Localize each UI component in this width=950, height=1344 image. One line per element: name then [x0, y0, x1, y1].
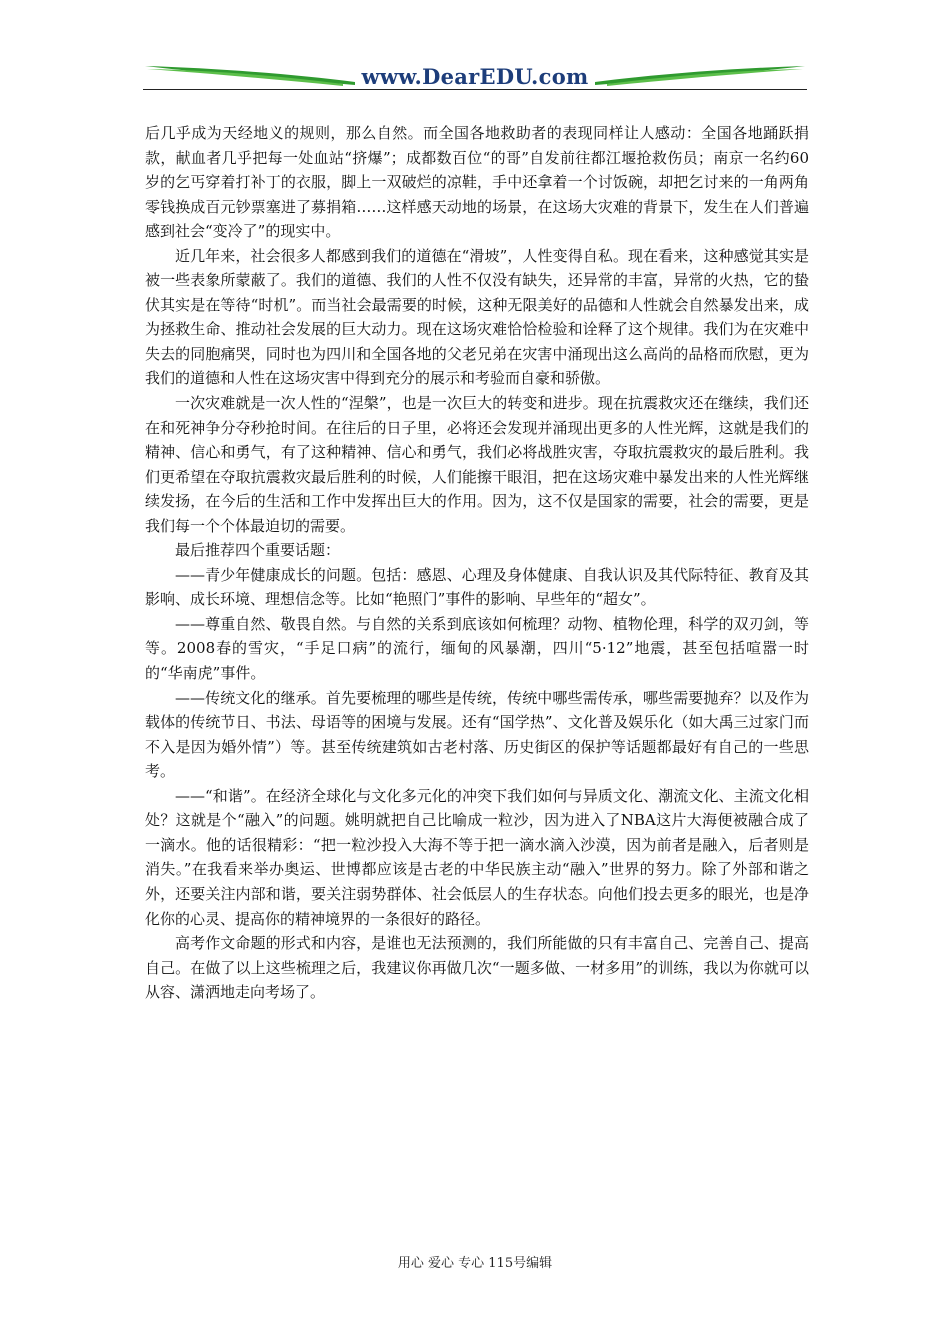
paragraph-4: 最后推荐四个重要话题：	[175, 541, 341, 560]
paragraph-1: 后几乎成为天经地义的规则，那么自然。而全国各地救助者的表现同样让人感动：全国各地踊跃捐款，献血者几乎把每一处血站“挤爆”；成都数百位“的哥”自发前往都江堰抢救伤员；南京一名约60岁的乞丐穿着打补丁的衣服，脚上一双破烂的凉鞋，手中还拿着一个讨饭碗，却把乞讨来的一角两角零钱换成百元钞票塞进了募捐箱……这样感天动地的场景，在这场大灾难的背景下，发生在人们普遍感到社会“变冷了”的现实中。	[145, 124, 809, 241]
topic-3: ——传统文化的继承。首先要梳理的哪些是传统，传统中哪些需传承，哪些需要抛弃？以及作为载体的传统节日、书法、母语等的困境与发展。还有“国学热”、文化普及娱乐化（如大禹三过家门而不入是因为婚外情”）等。甚至传统建筑如古老村落、历史街区的保护等话题都最好有自己的一些思考。	[145, 688, 809, 781]
paragraph-3: 一次灾难就是一次人性的“涅槃”，也是一次巨大的转变和进步。现在抗震救灾还在继续，我们还在和死神争分夺秒抢时间。在往后的日子里，必将还会发现并涌现出更多的人性光辉，这就是我们的精神、信心和勇气，有了这种精神、信心和勇气，我们必将战胜灾害，夺取抗震救灾的最后胜利。我们更希望在夺取抗震救灾最后胜利的时候，人们能擦干眼泪，把在这场灾难中暴发出来的人性光辉继续发扬，在今后的生活和工作中发挥出巨大的作用。因为，这不仅是国家的需要，社会的需要，更是我们每一个个体最迫切的需要。	[145, 394, 809, 535]
page-footer: 用心 爱心 专心 115号编辑	[397, 1256, 553, 1271]
paragraph-conclusion: 高考作文命题的形式和内容，是谁也无法预测的，我们所能做的只有丰富自己、完善自己、提高自己。在做了以上这些梳理之后，我建议你再做几次“一题多做、一材多用”的训练，我以为你就可以从容、潇洒地走向考场了。	[145, 934, 809, 1002]
page-header	[143, 60, 807, 94]
header-divider	[143, 89, 807, 90]
topic-4: ——“和谐”。在经济全球化与文化多元化的冲突下我们如何与异质文化、潮流文化、主流文化相处？这就是个“融入”的问题。姚明就把自己比喻成一粒沙，因为进入了NBA这片大海便被融合成了一滴水。他的话很精彩：“把一粒沙投入大海不等于把一滴水滴入沙漠，因为前者是融入，后者则是消失。”在我看来举办奥运、世博都应该是古老的中华民族主动“融入”世界的努力。除了外部和谐之外，还要关注内部和谐，要关注弱势群体、社会低层人的生存状态。向他们投去更多的眼光，也是净化你的心灵、提高你的精神境界的一条很好的路径。	[145, 786, 809, 928]
paragraph-2: 近几年来，社会很多人都感到我们的道德在“滑坡”，人性变得自私。现在看来，这种感觉其实是被一些表象所蒙蔽了。我们的道德、我们的人性不仅没有缺失，还异常的丰富，异常的火热，它的蛰伏其实是在等待“时机”。而当社会最需要的时候，这种无限美好的品德和人性就会自然暴发出来，成为拯救生命、推动社会发展的巨大动力。现在这场灾难恰恰检验和诠释了这个规律。我们为在灾难中失去的同胞痛哭，同时也为四川和全国各地的父老兄弟在灾害中涌现出这么高尚的品格而欣慰，更为我们的道德和人性在这场灾害中得到充分的展示和考验而自豪和骄傲。	[145, 246, 809, 388]
article-body	[145, 121, 809, 1005]
topic-1: ——青少年健康成长的问题。包括：感恩、心理及身体健康、自我认识及其代际特征、教育及其影响、成长环境、理想信念等。比如“艳照门”事件的影响、早些年的“超女”。	[145, 565, 809, 609]
topic-2: ——尊重自然、敬畏自然。与自然的关系到底该如何梳理？动物、植物伦理，科学的双刃剑，等等。2008春的雪灾，“手足口病”的流行，缅甸的风暴潮，四川“5·12”地震，甚至包括喧嚣一时的“华南虎”事件。	[145, 614, 809, 683]
site-url: www.DearEDU.com	[361, 64, 589, 89]
